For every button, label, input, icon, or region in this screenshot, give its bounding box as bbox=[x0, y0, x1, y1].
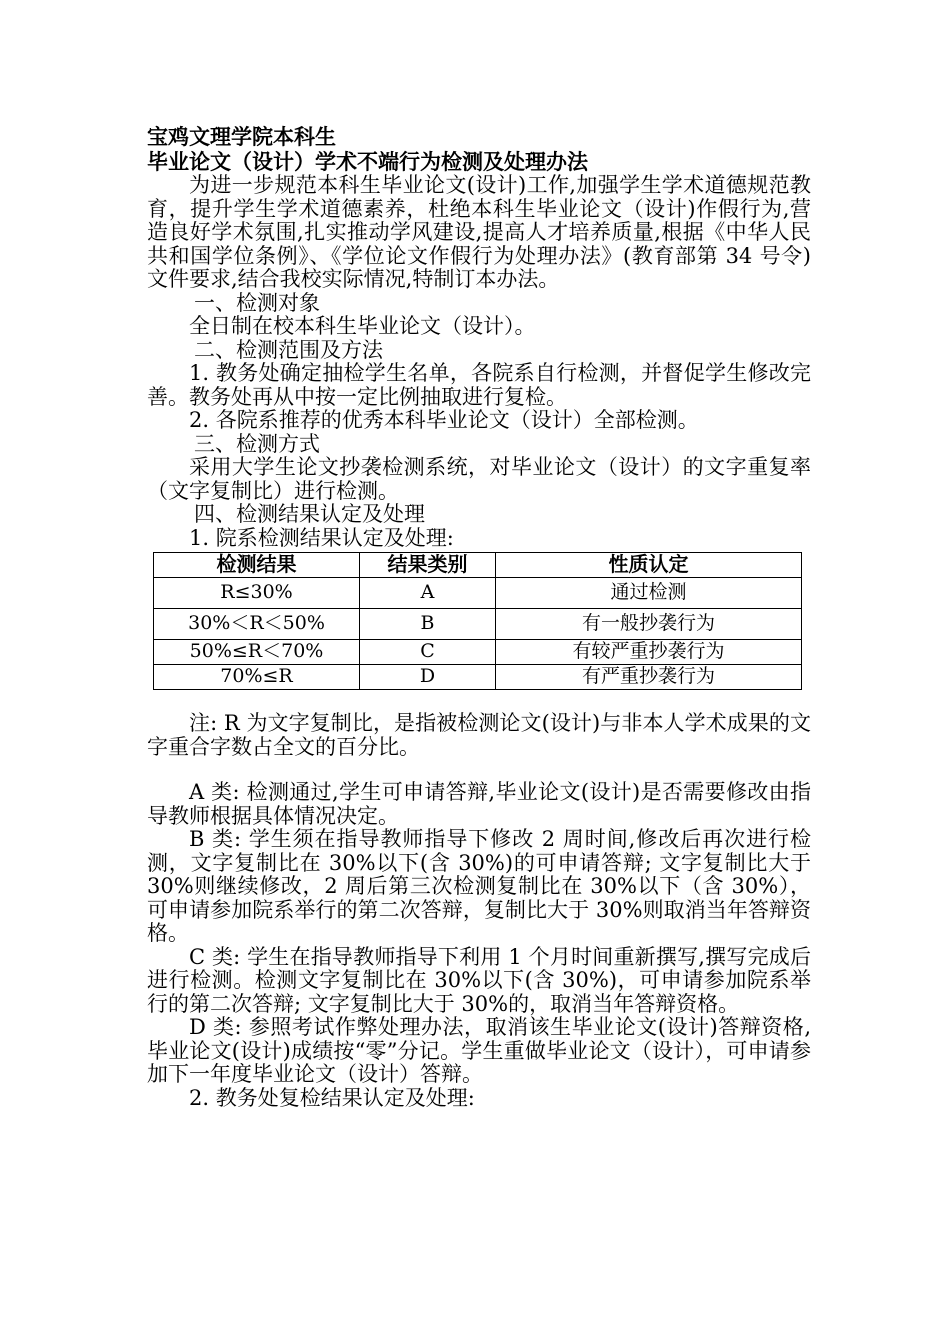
table-cell: D bbox=[360, 665, 496, 690]
section2-item1: 1. 教务处确定抽检学生名单，各院系自行检测，并督促学生修改完善。教务处再从中按一定比例抽取进行复检。 bbox=[147, 361, 811, 409]
table-cell: 有严重抄袭行为 bbox=[496, 665, 802, 690]
table-cell: 50%≤R＜70% bbox=[154, 640, 360, 665]
table-cell: 通过检测 bbox=[496, 578, 802, 609]
table-row bbox=[154, 609, 802, 640]
table-cell: A bbox=[360, 578, 496, 609]
table-header: 性质认定 bbox=[496, 553, 802, 578]
table-cell: C bbox=[360, 640, 496, 665]
section2-item2: 2. 各院系推荐的优秀本科毕业论文（设计）全部检测。 bbox=[189, 408, 699, 432]
table-row bbox=[154, 665, 802, 690]
section4-item2: 2. 教务处复检结果认定及处理: bbox=[189, 1085, 475, 1110]
section1-text: 全日制在校本科生毕业论文（设计）。 bbox=[189, 314, 536, 338]
intro-paragraph: 为进一步规范本科生毕业论文(设计)工作,加强学生学术道德规范教育，提升学生学术道德素养，杜绝本科生毕业论文（设计)作假行为,营造良好学术氛围,扎实推动学风建设,提高人才培养质量,根据《中华人民共和国学位条例》、《学位论文作假行为处理办法》(教育部第 34 号令)文件要求,结合我校实际情况,特制订本办法。 bbox=[147, 173, 811, 291]
result-table bbox=[153, 552, 802, 690]
category-b: B 类: 学生须在指导教师指导下修改 2 周时间,修改后再次进行检测，文字复制比在 30%以下(含 30%)的可申请答辩; 文字复制比大于 30%则继续修改，2 周后第三次检测复制比在 30%以下（含 30%），可申请参加院系举行的第二次答辩，复制比大于 30%则取消当年答辩资格。 bbox=[147, 827, 811, 945]
table-header: 结果类别 bbox=[360, 553, 496, 578]
section4-heading: 四、检测结果认定及处理 bbox=[194, 502, 425, 526]
table-cell: 有一般抄袭行为 bbox=[496, 609, 802, 640]
title-line1: 宝鸡文理学院本科生 bbox=[147, 124, 336, 149]
section2-heading: 二、检测范围及方法 bbox=[194, 337, 383, 362]
section3-text: 采用大学生论文抄袭检测系统，对毕业论文（设计）的文字重复率（文字复制比）进行检测。 bbox=[147, 455, 811, 503]
section1-heading: 一、检测对象 bbox=[194, 290, 320, 315]
section3-heading: 三、检测方式 bbox=[194, 431, 320, 456]
spacer bbox=[147, 759, 811, 781]
table-cell: B bbox=[360, 609, 496, 640]
category-a: A 类: 检测通过,学生可申请答辩,毕业论文(设计)是否需要修改由指导教师根据具体情况决定。 bbox=[147, 780, 811, 828]
table-cell: 有较严重抄袭行为 bbox=[496, 640, 802, 665]
table-note: 注: R 为文字复制比，是指被检测论文(设计)与非本人学术成果的文字重合字数占全文的百分比。 bbox=[147, 711, 811, 759]
title-line2: 毕业论文（设计）学术不端行为检测及处理办法 bbox=[147, 149, 588, 174]
category-c: C 类: 学生在指导教师指导下利用 1 个月时间重新撰写,撰写完成后进行检测。检测文字复制比在 30%以下(含 30%)，可申请参加院系举行的第二次答辩; 文字复制比大于 30%的，取消当年答辩资格。 bbox=[147, 944, 811, 1016]
document-body bbox=[147, 124, 811, 1110]
table-cell: R≤30% bbox=[154, 578, 360, 609]
table-cell: 70%≤R bbox=[154, 665, 360, 690]
table-cell: 30%＜R＜50% bbox=[154, 609, 360, 640]
table-header: 检测结果 bbox=[154, 553, 360, 578]
table-row bbox=[154, 578, 802, 609]
table-header-row bbox=[154, 553, 802, 578]
section4-item1: 1. 院系检测结果认定及处理: bbox=[189, 525, 454, 550]
table-row bbox=[154, 640, 802, 665]
category-d: D 类: 参照考试作弊处理办法，取消该生毕业论文(设计)答辩资格,毕业论文(设计)成绩按“零”分记。学生重做毕业论文（设计），可申请参加下一年度毕业论文（设计）答辩。 bbox=[147, 1015, 811, 1086]
spacer bbox=[147, 690, 811, 712]
